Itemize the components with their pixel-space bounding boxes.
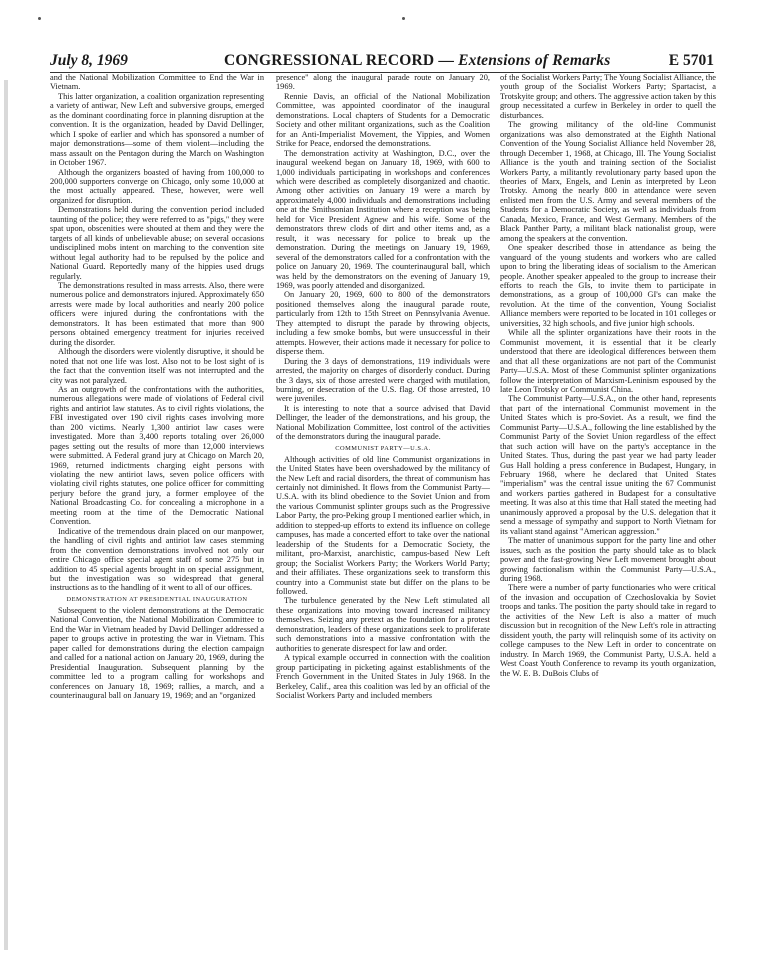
paragraph: This latter organization, a coalition organization representing a variety of antiwar, New Left and subversive groups, emerged as the dominant coordinating force in planning disruption at the convention. It is the organization, headed by David Dellinger, which I spoke of earlier and which has sponsored a number of major demonstrations—some of them violent—including the mass assault on the Pentagon during the March on Washington in October 1967.: [50, 91, 264, 168]
paragraph: The growing militancy of the old-line Communist organizations was also demonstrated at the Eighth National Convention of the Young Socialist Alliance held November 28, through December 1, 1968, at Chicago, Ill. The Young Socialist Alliance is the youth and training section of the Socialist Workers Party, a militantly revolutionary party based upon the theories of Marx, Engels, and Lenin as interpreted by Leon Trotsky. Among the nearly 800 in attendance were seven enlisted men from the U.S. Army and several members of the Students for a Democratic Society, as well as individuals from Canada, Mexico, France, and West Germany. Members of the Black Panther Party, a militant black nationalist group, were among the speakers at the convention.: [500, 120, 716, 243]
page-number: E 5701: [668, 52, 714, 69]
paragraph: of the Socialist Workers Party; The Young Socialist Alliance, the youth group of the Socialist Workers Party; Spartacist, a Trotskyite group; and others. The aggressive action taken by this group necessitated a curfew in Berkeley in order to quell the disturbances.: [500, 73, 716, 120]
paragraph: Although activities of old line Communist organizations in the United States have been overshadowed by the militancy of the New Left and racial disorders, the threat of communism has certainly not diminished. It flows from the Communist Party—U.S.A. with its blind obedience to the Soviet Union and from the various Communist splinter groups such as the Progressive Labor Party, the pro-Peking group I mentioned earlier which, in addition to stepped-up efforts to extend its influence on college campuses, has made a concerted effort to take over the national leadership of the Students for a Democratic Society, the militant, pro-Marxist, anarchistic, campus-based New Left group; the Socialist Workers Party; the Workers World Party; and their affiliates. These organizations seek to transform this country into a Communist state but differ on the plans to be followed.: [276, 454, 490, 597]
section-heading: COMMUNIST PARTY—U.S.A.: [335, 444, 431, 452]
paragraph: Demonstrations held during the convention period included taunting of the police; they were referred to as "pigs," they were spat upon, obscenities were shouted at them and they were the targets of all kinds of unbelievable abuse; on several occasions undisciplined mobs intent on marching to the convention site without legal authority had to be repulsed by the police and National Guard. Reportedly many of the hippies used drugs regularly.: [50, 205, 264, 281]
paragraph: and the National Mobilization Committee to End the War in Vietnam.: [50, 73, 264, 92]
paragraph: The turbulence generated by the New Left stimulated all these organizations into moving toward increased militancy themselves. Seizing any pretext as the foundation for a protest demonstration, leaders of these organizations seek to proliferate such demonstrations into a massive confrontation with the authorities to generate disrespect for law and order.: [276, 596, 490, 653]
paragraph: The demonstrations resulted in mass arrests. Also, there were numerous police and demonstrators injured. Approximately 650 arrests were made by local authorities and nearly 200 police officers were injured during the confrontations with the demonstrators. It has been estimated that more than 900 persons obtained emergency treatment for injuries received during the disorder.: [50, 280, 264, 347]
paragraph: It is interesting to note that a source advised that David Dellinger, the leader of the demonstrations, and his group, the National Mobilization Committee, lost control of the activities of the demonstrators during the inaugural parade.: [276, 403, 490, 442]
paragraph: Although the disorders were violently disruptive, it should be noted that not one life was lost. Also not to be lost sight of is the fact that the convention itself was not interrupted and the city was not paralyzed.: [50, 347, 264, 385]
header-title-section: Extensions of Remarks: [458, 52, 611, 69]
paragraph: presence" along the inaugural parade route on January 20, 1969.: [276, 73, 490, 92]
punch-mark: [402, 17, 405, 20]
header-title-main: CONGRESSIONAL RECORD —: [224, 52, 459, 69]
punch-mark: [38, 17, 41, 20]
paragraph: The matter of unanimous support for the party line and other issues, such as the position the party should take as to black power and the fast-growing New Left movement brought about growing factionalism within the Communist Party—U.S.A., during 1968.: [500, 536, 716, 584]
page-header: [50, 52, 714, 74]
text-column-3: [500, 73, 716, 953]
header-title: [224, 52, 610, 70]
paragraph: Rennie Davis, an official of the National Mobilization Committee, was appointed coordinator of the inaugural demonstrations. Local chapters of Students for a Democratic Society and other militant organizations, such as the Coalition for an Anti-Imperialist Movement, the Yippies, and Women Strike for Peace, endorsed the demonstrations.: [276, 91, 490, 149]
paragraph: During the 3 days of demonstrations, 119 individuals were arrested, the majority on charges of disorderly conduct. During the 3 days, six of those arrested were charged with mutilation, burning, or desecration of the U.S. flag. Of those arrested, 10 were juveniles.: [276, 356, 490, 404]
paragraph: There were a number of party functionaries who were critical of the invasion and occupation of Czechoslovakia by Soviet troops and tanks. The position the party should take in regard to the activities of the New Left is also a matter of much discussion but in recognition of the New Left's role in attracting dissident youth, the party will relinquish some of its activity on college campuses to the New Left in order to concentrate on industry. In March 1969, the Communist Party, U.S.A. held a West Coast Youth Conference to revamp its youth organization, the W. E. B. DuBois Clubs of: [500, 583, 716, 678]
paragraph: The demonstration activity at Washington, D.C., over the inaugural weekend began on January 18, 1969, with 600 to 1,000 individuals participating in workshops and conferences which were described as completely disorganized and chaotic. Among other activities on January 19 were a march by approximately 4,000 individuals and demonstrations including one at the Smithsonian Institution where a reception was being held for Vice President Agnew and his wife. Some of the demonstrators threw clods of dirt and other items and, as a result, it was necessary for police to break up the demonstration. During the meetings on January 19, 1969, several of the demonstrators called for a confrontation with the police on January 20, 1969. The counterinaugural ball, which was held by the demonstrators on the evening of January 19, 1969, was poorly attended and disorganized.: [276, 148, 490, 290]
text-column-2: [276, 73, 490, 953]
binding-shadow: [4, 80, 8, 950]
paragraph: The Communist Party—U.S.A., on the other hand, represents that part of the international Communist movement in the United States which is pro-Soviet. As a result, we find the Communist Party—U.S.A., following the line established by the Communist Party of the Soviet Union regardless of the effect that such action will have on the party's acceptance in the United States. Thus, during the past year we had party leader Gus Hall holding a press conference in Budapest, Hungary, in February 1968, where he declared that United States "imperialism" was the central issue uniting the 67 Communist and workers parties gathered in Budapest for a consultative meeting. It was also at this time that Hall stated the meeting had unanimously approved a proposal by the U.S. delegation that it send a message of sympathy and support to North Vietnam for its valiant stand against "American aggression.": [500, 394, 716, 536]
paragraph: While all the splinter organizations have their roots in the Communist movement, it is essential that it be clearly understood that there are ideological differences between them and that all these organizations are not part of the Communist Party—U.S.A. Most of these Communist splinter organizations follow the interpretation of Marxism-Leninism espoused by the late Leon Trotsky or Communist China.: [500, 328, 716, 394]
paragraph: On January 20, 1969, 600 to 800 of the demonstrators positioned themselves along the inaugural parade route, particularly from 12th to 15th Street on Pennsylvania Avenue. They attempted to disrupt the parade by throwing objects, including a few smoke bombs, but were unsuccessful in their attempts. However, their actions made it necessary for police to disperse them.: [276, 290, 490, 357]
paragraph: Although the organizers boasted of having from 100,000 to 200,000 supporters converge on Chicago, only some 10,000 at the most actually appeared. These, however, were well organized for disruption.: [50, 167, 264, 205]
paragraph: As an outgrowth of the confrontations with the authorities, numerous allegations were made of violations of Federal civil rights and antiriot law statutes. As to civil rights violations, the FBI investigated over 190 civil rights cases involving more than 200 victims. Nearly 1,300 antiriot law cases were investigated. More than 3,400 reports totaling over 26,000 pages setting out the results of more than 12,000 interviews were submitted. A Federal grand jury at Chicago on March 20, 1969, returned indictments charging eight persons with violating the new antiriot laws, seven police officers with violating civil rights statutes, one police officer for committing perjury before the grand jury, a former employee of the National Broadcasting Co. for concealing a microphone in a meeting room at the time of the Democratic National Convention.: [50, 384, 264, 527]
section-heading: DEMONSTRATION AT PRESIDENTIAL INAUGURATION: [66, 595, 248, 603]
text-column-1: [50, 73, 264, 953]
paragraph: Indicative of the tremendous drain placed on our manpower, the handling of civil rights and antiriot law cases stemming from the convention demonstrations involved not only our entire Chicago office special agent staff of some 275 but in addition to 45 special agents brought in on special assignment, but the investigation was so widespread that general instructions as to the handling of it went to all of our offices.: [50, 526, 264, 593]
paragraph: Subsequent to the violent demonstrations at the Democratic National Convention, the National Mobilization Committee to End the War in Vietnam headed by David Dellinger addressed a paper to groups active in protesting the war in Vietnam. This paper called for demonstrations during the election campaign and called for a national action on January 20, 1969, during the Presidential Inauguration. Subsequent planning by the committee led to a program calling for workshops and conferences on January 18, 1969; rallies, a march, and a counterinaugural ball on January 19, 1969; and an "organized: [50, 605, 264, 700]
paragraph: One speaker described those in attendance as being the vanguard of the young students and workers who are called upon to bring the liberating ideas of socialism to the American people. Another speaker appealed to the group to increase their efforts to reach the GIs, to invite them to participate in demonstrations, as a group of 100,000 GI's can make the revolution. At the time of the convention, Young Socialist Alliance members were reported to be located in 101 colleges or universities, 32 high schools, and five junior high schools.: [500, 243, 716, 328]
header-date: July 8, 1969: [50, 52, 128, 69]
paragraph: A typical example occurred in connection with the coalition group participating in picketing against establishments of the French Government in the United States in July 1968. In the Berkeley, Calif., area this coalition was led by an official of the Socialist Workers Party and included members: [276, 653, 490, 700]
